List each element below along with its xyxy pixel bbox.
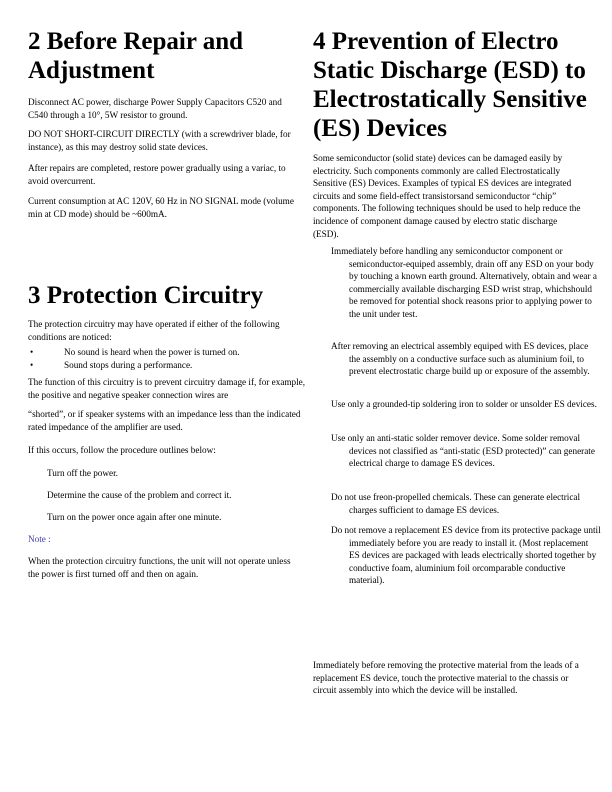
section-2-title-line1: 2 Before Repair and [28,28,244,55]
esd-guideline: Use only a grounded-tip soldering iron to solder or unsolder ES devices. [331,399,597,409]
procedure-step: Turn off the power. [47,468,118,478]
esd-guideline: After removing an electrical assembly equiped with ES devices, place the assembly on a conductive surface such as aluminium foil, to prevent electrostatic charge build up or exposure of the assembly. [331,341,590,377]
condition-list [28,346,303,371]
bullet-icon: • [30,347,34,357]
section-3-intro: The protection circuitry may have operated if either of the following conditions are noticed: [28,319,280,342]
section-3-title: 3 Protection Circuitry [28,282,264,309]
section-2-paragraph: Disconnect AC power, discharge Power Supply Capacitors C520 and C540 through a 10°, 5W resistor to ground. [28,97,282,120]
section-2-paragraph: DO NOT SHORT-CIRCUIT DIRECTLY (with a screwdriver blade, for instance), as this may destroy solid state devices. [28,129,291,152]
esd-guideline: Immediately before handling any semiconductor component or semiconductor-equiped assembly, drain off any ESD on your body by touching a known earth ground. Alternatively, obtain and wear a commercially available discharging ESD wrist strap, whichshould be removed for potential shock reasons prior to applying power to the unit under test. [331,246,597,319]
list-item: • No sound is heard when the power is turned on. [30,347,240,357]
section-2-title-line2: Adjustment [28,57,155,84]
section-2-title [28,27,308,85]
section-4-title-line: Electrostatically Sensitive [313,86,587,113]
section-4-intro: Some semiconductor (solid state) devices can be damaged easily by electricity. Such components commonly are called Electrostatically Sensitive (ES) Devices. Examples of typical ES devices are integrated circuits and some field-effect transistorsand semiconductor “chip” components. The following techniques should be used to help reduce the incidence of component damage caused by electro static discharge (ESD). [313,153,581,239]
section-3-procedure-intro: If this occurs, follow the procedure outlines below: [28,445,216,455]
section-4-title-line: 4 Prevention of Electro [313,28,559,55]
section-4-title [313,27,603,143]
section-4-closing: Immediately before removing the protective material from the leads of a replacement ES device, touch the protective material to the chassis or circuit assembly into which the device will be installed. [313,660,579,696]
section-2-paragraph: Current consumption at AC 120V, 60 Hz in NO SIGNAL mode (volume min at CD mode) should be ~600mA. [28,196,294,219]
section-3-shorted-text: “shorted”, or if speaker systems with an impedance less than the indicated rated impedance of the amplifier are used. [28,409,301,432]
esd-guideline: Use only an anti-static solder remover device. Some solder removal devices not classified as “anti-static (ESD protected)” can generate electrical charge to damage ES devices. [331,433,595,469]
note-text: When the protection circuitry functions, the unit will not operate unless the power is first turned off and then on again. [28,556,291,579]
esd-guideline: Do not remove a replacement ES device from its protective package until immediately before you are ready to install it. (Most replacement ES devices are packaged with leads electrically shorted together by conductive foam, aluminium foil orcomparable conductive material). [331,525,601,586]
bullet-icon: • [30,359,34,370]
section-3-function-text: The function of this circuitry is to prevent circuitry damage if, for example, the positive and negative speaker connection wires are [28,377,306,400]
procedure-step: Turn on the power once again after one minute. [47,512,222,522]
list-item: • Sound stops during a performance. [30,359,193,370]
note-label: Note : [28,534,51,544]
esd-guideline: Do not use freon-propelled chemicals. These can generate electrical charges sufficient to damage ES devices. [331,492,581,515]
section-4-title-line: (ES) Devices [313,115,447,142]
section-4-title-line: Static Discharge (ESD) to [313,57,586,84]
procedure-step: Determine the cause of the problem and correct it. [47,490,232,500]
section-2-paragraph: After repairs are completed, restore power gradually using a variac, to avoid overcurrent. [28,163,286,186]
